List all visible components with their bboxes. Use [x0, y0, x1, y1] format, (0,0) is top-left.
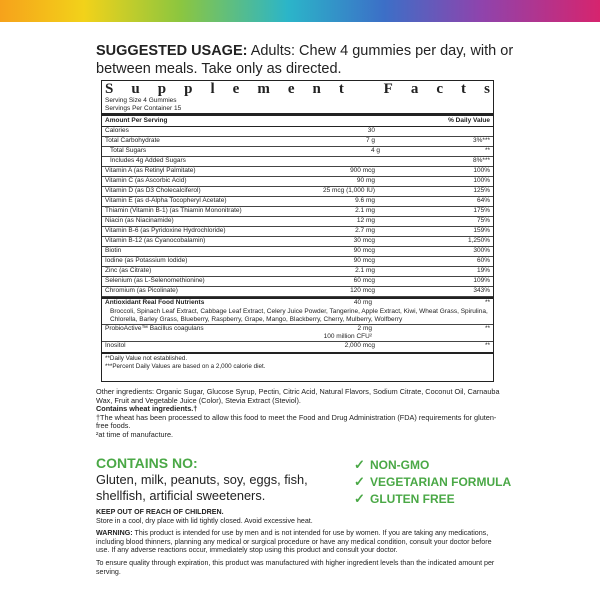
other-ingredients: Other ingredients: Organic Sugar, Glucose Syrup, Pectin, Citric Acid, Natural Flavors, Sodium Citrate, Coconut Oil, Carnauba Wax, Fruit and Vegetable Juice (Color), Stevia Extract (Steviol).	[96, 387, 500, 405]
nutrient-name: Selenium (as L-Selenomethionine)	[105, 277, 205, 285]
nutrient-row	[102, 197, 493, 207]
nutrient-amount: 2.7 mg	[355, 227, 375, 235]
usage-heading: SUGGESTED USAGE:	[96, 43, 248, 59]
nutrient-dv: 60%	[476, 257, 490, 265]
nutrient-row	[102, 237, 493, 247]
nutrient-name: Calories	[105, 127, 129, 135]
nutrient-amount: 90 mg	[356, 177, 375, 185]
nutrient-name: Biotin	[105, 247, 122, 255]
title-letter: s	[484, 81, 490, 97]
nutrient-name: Zinc (as Citrate)	[105, 267, 152, 275]
contains-no-text: Gluten, milk, peanuts, soy, eggs, fish, shellfish, artificial sweeteners.	[96, 472, 308, 503]
nutrient-row	[102, 167, 493, 177]
antioxidant-dv: **	[484, 299, 490, 307]
nutrient-dv: 19%	[476, 267, 490, 275]
title-letter: p	[184, 81, 193, 97]
facts-footnotes	[102, 354, 493, 371]
nutrient-dv: 64%	[476, 197, 490, 205]
title-letter: n	[312, 81, 321, 97]
supplement-facts-panel	[101, 80, 494, 382]
nutrient-row	[102, 227, 493, 237]
warning-text: This product is intended for use by men and is not intended for use by women. If you are taking any medications, including blood thinners, planning any medical or surgical procedure or have any medical condition, consult your doctor before use. If any adverse reactions occur, immediately stop using this product and consult your doctor.	[96, 529, 492, 555]
badge-non-gmo	[354, 456, 511, 473]
facts-header-row	[102, 116, 493, 127]
title-letter: u	[131, 81, 140, 97]
checkmark-icon: ✓	[354, 490, 365, 506]
nutrient-dv: 175%	[473, 207, 490, 215]
warning-paragraph	[96, 529, 506, 555]
nutrient-row	[102, 267, 493, 277]
nutrient-amount: 900 mcg	[350, 167, 375, 175]
title-letter: a	[410, 81, 419, 97]
nutrient-amount: 25 mcg (1,000 IU)	[322, 187, 375, 195]
contains-no-title: CONTAINS NO:	[96, 455, 198, 471]
nutrient-dv: 109%	[473, 277, 490, 285]
nutrient-name: Total Carbohydrate	[105, 137, 160, 145]
nutrient-dv: **	[484, 147, 490, 155]
keep-out-of-reach: KEEP OUT OF REACH OF CHILDREN.	[96, 508, 224, 516]
inositol-dv: **	[484, 342, 490, 350]
nutrient-name: Vitamin B-12 (as Cyanocobalamin)	[105, 237, 206, 245]
nutrient-dv: 300%	[473, 247, 490, 255]
nutrient-row	[102, 257, 493, 267]
inositol-amount: 2,000 mcg	[344, 342, 375, 350]
probio-dv: **	[484, 325, 490, 333]
badge-vegetarian	[354, 473, 511, 490]
probio-amount: 2 mg	[357, 325, 372, 333]
warning-label: WARNING:	[96, 529, 133, 538]
nutrient-amount: 30	[367, 127, 375, 135]
nutrient-name: Vitamin A (as Retinyl Palmitate)	[105, 167, 196, 175]
storage-text: Store in a cool, dry place with lid tightly closed. Avoid excessive heat.	[96, 516, 313, 525]
probio-name: ProbioActive™ Bacillus coagulans	[105, 325, 204, 333]
manufacture-note: ²at time of manufacture.	[96, 429, 174, 439]
checkmark-icon: ✓	[354, 456, 365, 472]
warnings-section	[96, 508, 506, 576]
nutrient-row	[102, 147, 493, 157]
title-letter: F	[383, 81, 393, 97]
title-letter: m	[257, 81, 270, 97]
title-letter: S	[105, 81, 114, 97]
nutrient-dv	[375, 127, 493, 136]
nutrient-row	[102, 157, 493, 167]
nutrient-amount: 60 mcg	[353, 277, 375, 285]
supplement-facts-title	[102, 81, 493, 97]
nutrient-amount: 90 mcg	[353, 257, 375, 265]
title-letter: e	[232, 81, 240, 97]
badge-label: GLUTEN FREE	[370, 491, 455, 506]
nutrient-row	[102, 277, 493, 287]
nutrient-name: Vitamin D (as D3 Cholecalciferol)	[105, 187, 201, 195]
footnote-dv-not-established: **Daily Value not established.	[105, 355, 188, 363]
nutrient-amount: 7 g	[365, 137, 375, 145]
nutrient-amount: 4 g	[370, 147, 380, 155]
nutrient-amount: 12 mg	[356, 217, 375, 225]
nutrient-row	[102, 137, 493, 147]
wheat-notice: Contains wheat ingredients.†	[96, 404, 198, 414]
title-letter: e	[287, 81, 295, 97]
nutrient-row	[102, 287, 493, 297]
usage-text: Adults: Chew 4 gummies per day, with or between meals. Take only as directed.	[96, 43, 514, 77]
nutrient-amount: 30 mcg	[353, 237, 375, 245]
title-letter: t	[338, 81, 344, 97]
suggested-usage	[96, 42, 516, 78]
nutrient-row	[102, 247, 493, 257]
fda-notice: †The wheat has been processed to allow this food to meet the Food and Drug Administration (FDA) requirements for gluten-free foods.	[96, 412, 497, 431]
title-letter: p	[157, 81, 167, 97]
rainbow-header-bar	[0, 0, 600, 22]
nutrient-amount: 120 mcg	[350, 287, 375, 295]
badge-label: VEGETARIAN FORMULA	[370, 474, 512, 489]
daily-value-label: % Daily Value	[448, 117, 490, 124]
antioxidant-description: Broccoli, Spinach Leaf Extract, Cabbage Leaf Extract, Celery Juice Powder, Tangerine, Apple Extract, Kiwi, Wheat Grass, Spirulina, Chlorella, Barley Grass, Blueberry, Raspberry, Grape, Mango, Blackberry, Cherry, Mulberry, Wolfberry	[110, 307, 488, 323]
nutrient-name: Iodine (as Potassium Iodide)	[105, 257, 188, 265]
nutrient-name: Vitamin B-6 (as Pyridoxine Hydrochloride)	[105, 227, 226, 235]
nutrient-row	[102, 127, 493, 137]
nutrient-amount: 2.1 mg	[355, 267, 375, 275]
title-letter: c	[436, 81, 444, 97]
nutrient-name: Vitamin E (as d-Alpha Tocopheryl Acetate)	[105, 197, 227, 205]
amount-per-serving-label: Amount Per Serving	[105, 117, 168, 124]
antioxidant-name: Antioxidant Real Food Nutrients	[105, 299, 205, 307]
nutrient-dv: 159%	[473, 227, 490, 235]
inositol-row	[102, 342, 493, 354]
nutrient-dv: 1,250%	[467, 237, 490, 245]
nutrient-dv: 343%	[473, 287, 490, 295]
other-ingredients-section	[96, 388, 506, 440]
nutrient-name: Vitamin C (as Ascorbic Acid)	[105, 177, 187, 185]
nutrient-amount	[290, 157, 380, 166]
nutrient-name: Chromium (as Picolinate)	[105, 287, 178, 295]
probio-cfu: 100 million CFU²	[323, 333, 372, 341]
antioxidant-row	[102, 297, 493, 325]
nutrient-rows	[102, 127, 493, 297]
footnote-calorie-diet: ***Percent Daily Values are based on a 2,000 calorie diet.	[105, 363, 266, 371]
nutrient-name: Includes 4g Added Sugars	[110, 157, 186, 165]
nutrient-dv: 100%	[473, 167, 490, 175]
checkmark-icon: ✓	[354, 473, 365, 489]
quality-text: To ensure quality through expiration, this product was manufactured with higher ingredient levels than the indicated amount per serving.	[96, 558, 495, 576]
nutrient-amount: 2.1 mg	[355, 207, 375, 215]
title-letter: l	[210, 81, 215, 97]
nutrient-dv: 125%	[473, 187, 490, 195]
nutrient-name: Total Sugars	[110, 147, 147, 155]
badge-gluten-free	[354, 490, 511, 507]
inositol-name: Inositol	[105, 342, 126, 350]
servings-per-container: Servings Per Container 15	[105, 104, 182, 112]
nutrient-amount: 90 mcg	[353, 247, 375, 255]
nutrient-dv: 100%	[473, 177, 490, 185]
antioxidant-amount: 40 mg	[353, 299, 372, 307]
title-letter: t	[461, 81, 467, 97]
nutrient-dv: 3%***	[473, 137, 490, 145]
nutrient-name: Niacin (as Niacinamide)	[105, 217, 174, 225]
nutrient-dv: 75%	[476, 217, 490, 225]
nutrient-amount: 9.6 mg	[355, 197, 375, 205]
nutrient-row	[102, 177, 493, 187]
badge-label: NON-GMO	[370, 457, 430, 472]
nutrient-name: Thiamin (Vitamin B-1) (as Thiamin Mononitrate)	[105, 207, 242, 215]
badges-list	[354, 456, 511, 507]
nutrient-row	[102, 187, 493, 197]
nutrient-row	[102, 217, 493, 227]
probio-row	[102, 325, 493, 342]
serving-size: Serving Size 4 Gummies	[105, 97, 177, 104]
nutrient-row	[102, 207, 493, 217]
nutrient-dv: 8%***	[473, 157, 490, 165]
